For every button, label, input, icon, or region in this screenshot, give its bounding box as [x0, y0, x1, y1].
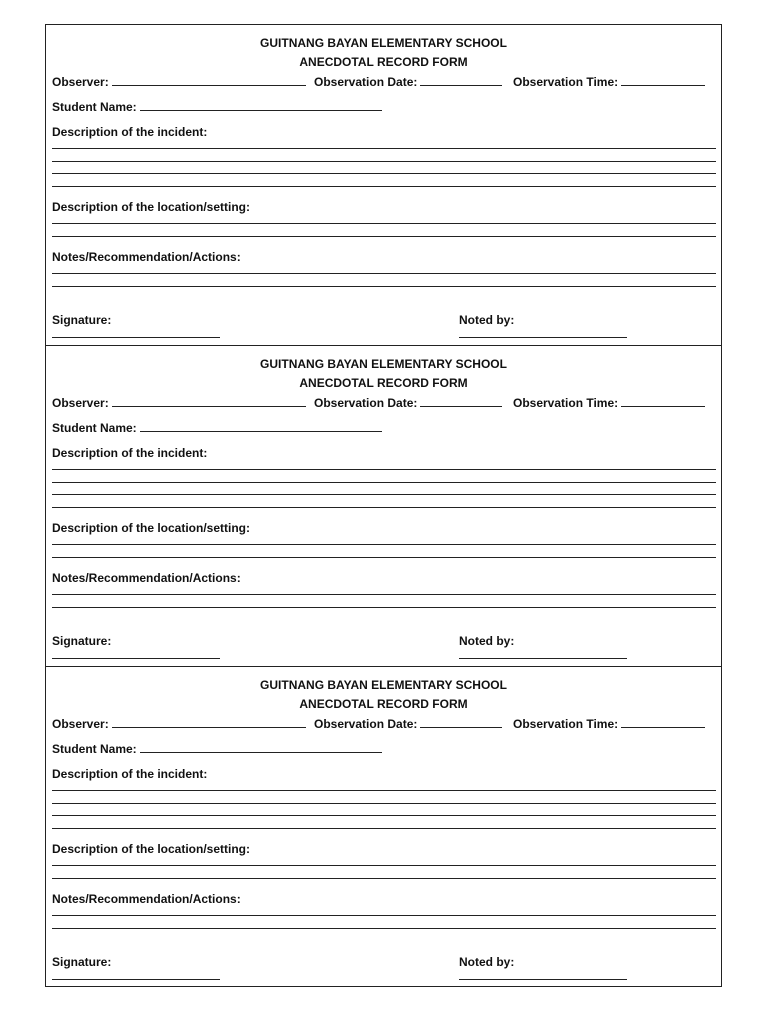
noted-by-line[interactable] [459, 658, 627, 659]
anecdotal-record-sheet [45, 24, 722, 987]
anecdotal-record-form [46, 667, 721, 988]
location-label: Description of the location/setting: [52, 842, 251, 856]
location-line[interactable] [52, 865, 716, 866]
form-title: ANECDOTAL RECORD FORM [299, 697, 468, 711]
student-name-field[interactable] [52, 99, 382, 114]
signature-line[interactable] [52, 658, 220, 659]
location-line[interactable] [52, 878, 716, 879]
observation-time-field[interactable] [513, 716, 705, 731]
incident-line[interactable] [52, 507, 716, 508]
incident-line[interactable] [52, 815, 716, 816]
student-name-label: Student Name: [52, 100, 137, 114]
observer-field[interactable] [52, 395, 306, 410]
observation-date-blank[interactable] [420, 395, 502, 407]
student-name-blank[interactable] [140, 420, 382, 432]
incident-line[interactable] [52, 494, 716, 495]
noted-by-label: Noted by: [459, 313, 515, 327]
school-name: GUITNANG BAYAN ELEMENTARY SCHOOL [260, 357, 507, 371]
observation-time-field[interactable] [513, 74, 705, 89]
anecdotal-record-form [46, 346, 721, 667]
signature-label: Signature: [52, 955, 112, 969]
observation-date-field[interactable] [314, 74, 502, 89]
incident-label: Description of the incident: [52, 125, 208, 139]
location-line[interactable] [52, 544, 716, 545]
observation-time-label: Observation Time: [513, 717, 619, 731]
incident-line[interactable] [52, 482, 716, 483]
observation-time-blank[interactable] [621, 716, 705, 728]
notes-line[interactable] [52, 915, 716, 916]
student-name-label: Student Name: [52, 742, 137, 756]
notes-label: Notes/Recommendation/Actions: [52, 892, 241, 906]
incident-label: Description of the incident: [52, 767, 208, 781]
school-name: GUITNANG BAYAN ELEMENTARY SCHOOL [260, 36, 507, 50]
notes-line[interactable] [52, 286, 716, 287]
incident-line[interactable] [52, 161, 716, 162]
observation-time-label: Observation Time: [513, 75, 619, 89]
notes-line[interactable] [52, 607, 716, 608]
notes-line[interactable] [52, 273, 716, 274]
student-name-blank[interactable] [140, 741, 382, 753]
observation-time-blank[interactable] [621, 74, 705, 86]
location-label: Description of the location/setting: [52, 200, 251, 214]
notes-line[interactable] [52, 594, 716, 595]
observation-time-label: Observation Time: [513, 396, 619, 410]
location-label: Description of the location/setting: [52, 521, 251, 535]
signature-label: Signature: [52, 313, 112, 327]
observer-field[interactable] [52, 74, 306, 89]
observation-date-label: Observation Date: [314, 396, 418, 410]
student-name-field[interactable] [52, 420, 382, 435]
incident-line[interactable] [52, 790, 716, 791]
anecdotal-record-form [46, 25, 721, 346]
observation-date-label: Observation Date: [314, 75, 418, 89]
location-line[interactable] [52, 236, 716, 237]
observer-blank[interactable] [112, 716, 306, 728]
signature-line[interactable] [52, 337, 220, 338]
incident-line[interactable] [52, 803, 716, 804]
student-name-field[interactable] [52, 741, 382, 756]
incident-line[interactable] [52, 828, 716, 829]
student-name-label: Student Name: [52, 421, 137, 435]
observer-label: Observer: [52, 75, 109, 89]
observation-time-blank[interactable] [621, 395, 705, 407]
noted-by-label: Noted by: [459, 634, 515, 648]
observer-label: Observer: [52, 396, 109, 410]
notes-label: Notes/Recommendation/Actions: [52, 571, 241, 585]
form-title: ANECDOTAL RECORD FORM [299, 55, 468, 69]
observer-blank[interactable] [112, 74, 306, 86]
form-title: ANECDOTAL RECORD FORM [299, 376, 468, 390]
incident-line[interactable] [52, 469, 716, 470]
observer-blank[interactable] [112, 395, 306, 407]
incident-label: Description of the incident: [52, 446, 208, 460]
observation-date-label: Observation Date: [314, 717, 418, 731]
notes-label: Notes/Recommendation/Actions: [52, 250, 241, 264]
location-line[interactable] [52, 557, 716, 558]
observation-time-field[interactable] [513, 395, 705, 410]
noted-by-label: Noted by: [459, 955, 515, 969]
observation-date-field[interactable] [314, 716, 502, 731]
incident-line[interactable] [52, 173, 716, 174]
observer-field[interactable] [52, 716, 306, 731]
incident-line[interactable] [52, 186, 716, 187]
school-name: GUITNANG BAYAN ELEMENTARY SCHOOL [260, 678, 507, 692]
observer-label: Observer: [52, 717, 109, 731]
noted-by-line[interactable] [459, 979, 627, 980]
observation-date-field[interactable] [314, 395, 502, 410]
observation-date-blank[interactable] [420, 716, 502, 728]
location-line[interactable] [52, 223, 716, 224]
incident-line[interactable] [52, 148, 716, 149]
notes-line[interactable] [52, 928, 716, 929]
signature-label: Signature: [52, 634, 112, 648]
signature-line[interactable] [52, 979, 220, 980]
student-name-blank[interactable] [140, 99, 382, 111]
noted-by-line[interactable] [459, 337, 627, 338]
observation-date-blank[interactable] [420, 74, 502, 86]
